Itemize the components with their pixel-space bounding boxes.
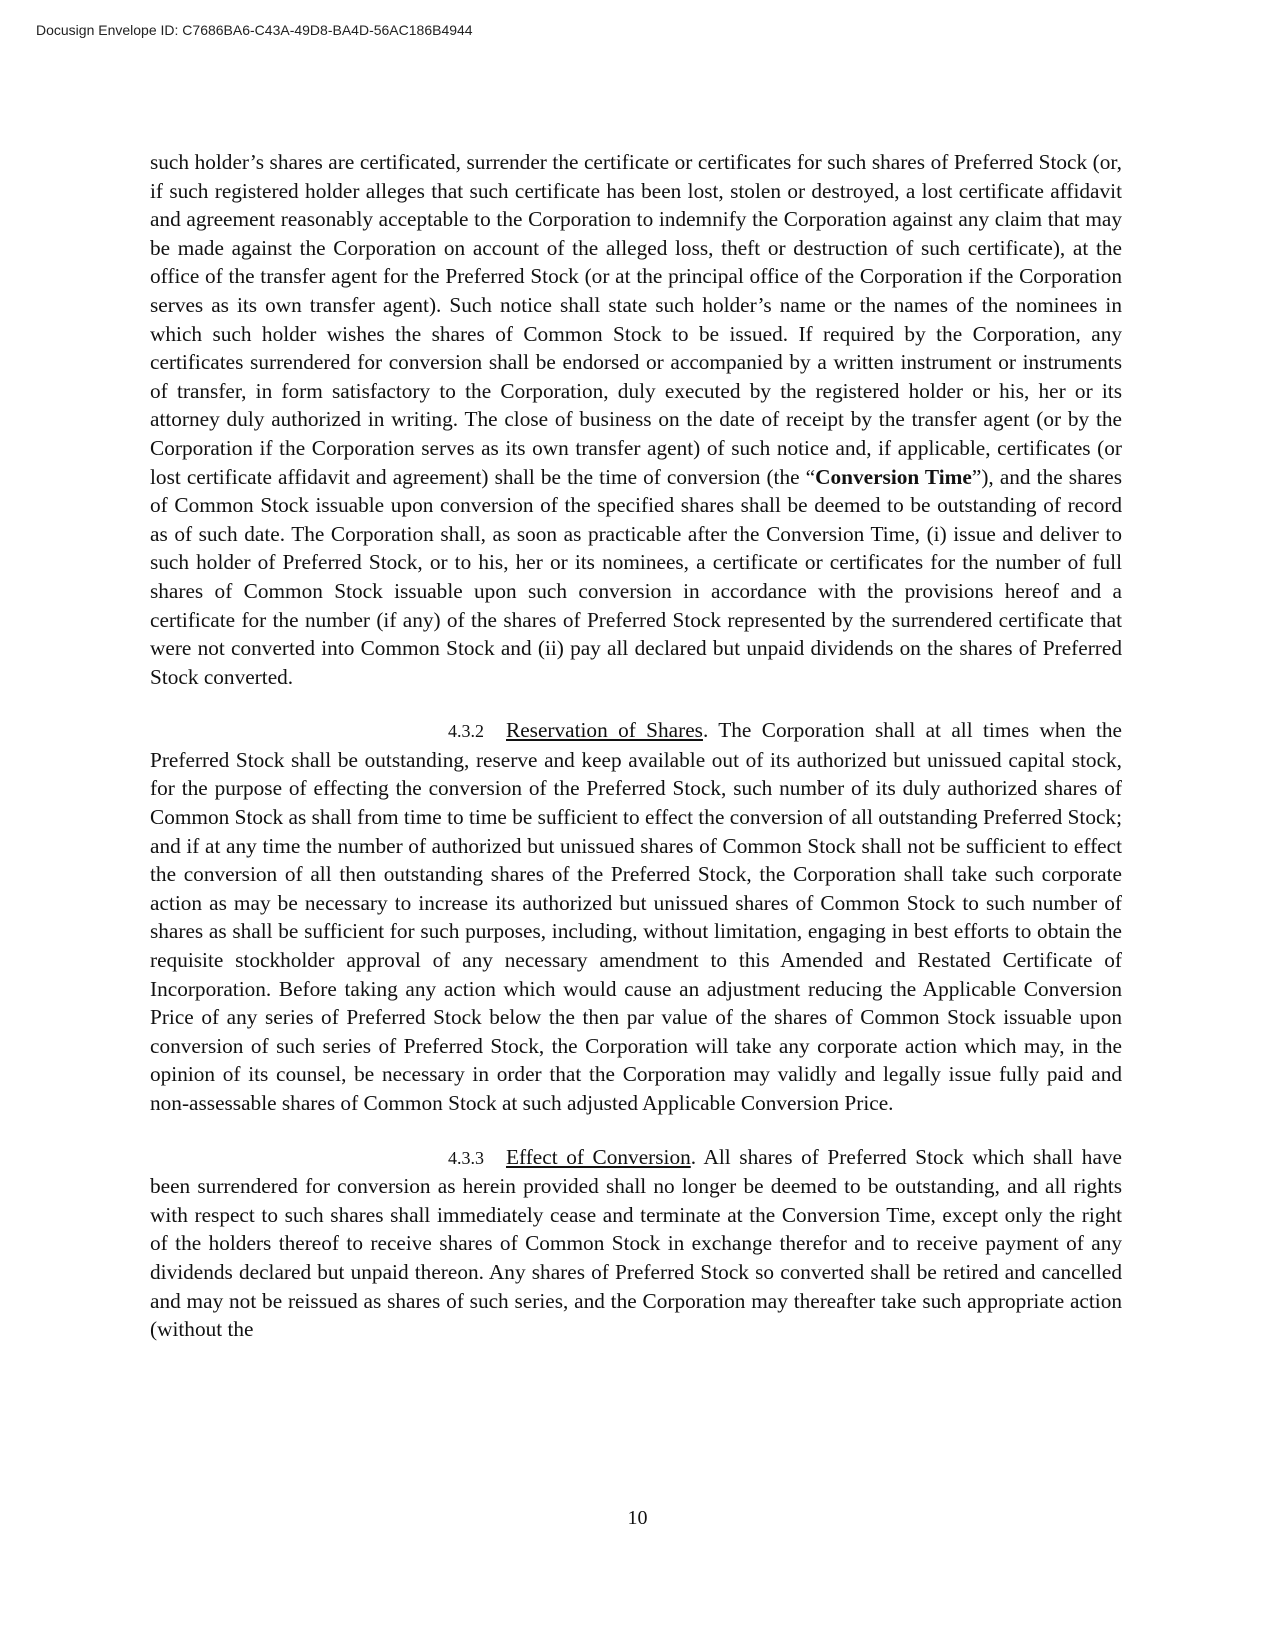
paragraph-text: ”), and the shares of Common Stock issuable upon conversion of the specified shares shall be deemed to be outstanding of record as of such date. The Corporation shall, as soon as practicable after the Conversion Time, (i) issue and deliver to such holder of Preferred Stock, or to his, her or its nominees, a certificate or certificates for the number of full shares of Common Stock issuable upon such conversion in accordance with the provisions hereof and a certificate for the number (if any) of the shares of Preferred Stock represented by the surrendered certificate that were not converted into Common Stock and (ii) pay all declared but unpaid dividends on the shares of Preferred Stock converted.: [150, 464, 1122, 689]
page-number: 10: [627, 1507, 648, 1529]
section-number: 4.3.2: [448, 721, 484, 742]
section-number: 4.3.3: [448, 1147, 484, 1168]
section-text: . The Corporation shall at all times when the Preferred Stock shall be outstanding, reserve and keep available out of its authorized but unissued capital stock, for the purpose of effecting the conversion of the Preferred Stock, such number of its duly authorized shares of Common Stock as shall from time to time be sufficient to effect the conversion of all outstanding Preferred Stock; and if at any time the number of authorized but unissued shares of Common Stock shall not be sufficient to effect the conversion of all then outstanding shares of the Preferred Stock, the Corporation shall take such corporate action as may be necessary to increase its authorized but unissued shares of Common Stock to such number of shares as shall be sufficient for such purposes, including, without limitation, engaging in best efforts to obtain the requisite stockholder approval of any necessary amendment to this Amended and Restated Certificate of Incorporation. Before taking any action which would cause an adjustment reducing the Applicable Conversion Price of any series of Preferred Stock below the then par value of the shares of Common Stock issuable upon conversion of such series of Preferred Stock, the Corporation will take any corporate action which may, in the opinion of its counsel, be necessary in order that the Corporation may validly and legally issue fully paid and non-assessable shares of Common Stock at such adjusted Applicable Conversion Price.: [150, 718, 1122, 1115]
section-4-3-2: [150, 716, 1122, 1117]
document-body: [150, 148, 1122, 1344]
paragraph-conversion-procedure: [150, 148, 1122, 691]
section-text: . All shares of Preferred Stock which shall have been surrendered for conversion as herein provided shall no longer be deemed to be outstanding, and all rights with respect to such shares shall immediately cease and terminate at the Conversion Time, except only the right of the holders thereof to receive shares of Common Stock in exchange therefor and to receive payment of any dividends declared but unpaid thereon. Any shares of Preferred Stock so converted shall be retired and cancelled and may not be reissued as shares of such series, and the Corporation may thereafter take such appropriate action (without the: [150, 1144, 1122, 1342]
defined-term-conversion-time: Conversion Time: [815, 464, 972, 489]
paragraph-text: such holder’s shares are certificated, surrender the certificate or certificates for such shares of Preferred Stock (or, if such registered holder alleges that such certificate has been lost, stolen or destroyed, a lost certificate affidavit and agreement reasonably acceptable to the Corporation to indemnify the Corporation against any claim that may be made against the Corporation on account of the alleged loss, theft or destruction of such certificate), at the office of the transfer agent for the Preferred Stock (or at the principal office of the Corporation if the Corporation serves as its own transfer agent). Such notice shall state such holder’s name or the names of the nominees in which such holder wishes the shares of Common Stock to be issued. If required by the Corporation, any certificates surrendered for conversion shall be endorsed or accompanied by a written instrument or instruments of transfer, in form satisfactory to the Corporation, duly executed by the registered holder or his, her or its attorney duly authorized in writing. The close of business on the date of receipt by the transfer agent (or by the Corporation if the Corporation serves as its own transfer agent) of such notice and, if applicable, certificates (or lost certificate affidavit and agreement) shall be the time of conversion (the “: [150, 150, 1122, 489]
envelope-id-header: Docusign Envelope ID: C7686BA6-C43A-49D8-BA4D-56AC186B4944: [36, 22, 473, 38]
section-heading: Reservation of Shares: [506, 718, 703, 743]
section-4-3-3: [150, 1143, 1122, 1344]
section-heading: Effect of Conversion: [506, 1144, 691, 1169]
